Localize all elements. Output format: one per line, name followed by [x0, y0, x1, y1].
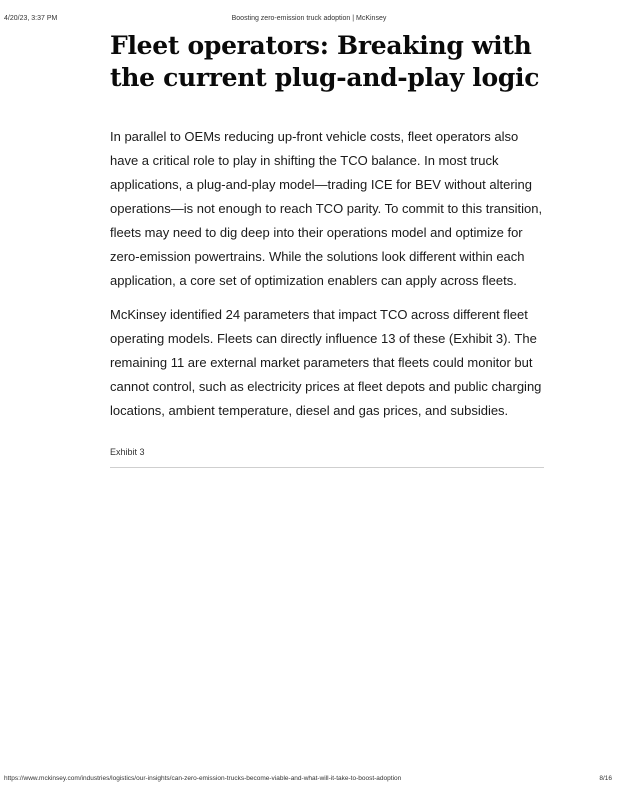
- exhibit-label: Exhibit 3: [110, 447, 145, 457]
- print-footer: [0, 775, 618, 785]
- paragraph-2: McKinsey identified 24 parameters that impact TCO across different fleet operating models. Fleets can directly influence 13 of these (Exhibit 3). The remaining 11 are external market parameters that fleets could monitor but cannot control, such as electricity prices at fleet depots and public charging locations, ambient temperature, diesel and gas prices, and subsidies.: [110, 307, 542, 418]
- article-body: [110, 30, 546, 468]
- page-number: 8/16: [599, 775, 612, 782]
- divider: [110, 467, 544, 468]
- print-timestamp: 4/20/23, 3:37 PM: [4, 15, 58, 22]
- print-page-title: Boosting zero-emission truck adoption | McKinsey: [231, 15, 387, 22]
- paragraph-1: In parallel to OEMs reducing up-front vehicle costs, fleet operators also have a critical role to play in shifting the TCO balance. In most truck applications, a plug-and-play model—trading ICE for BEV without altering operations—is not enough to reach TCO parity. To commit to this transition, fleets may need to dig deep into their operations model and optimize for zero-emission powertrains. While the solutions look different within each application, a core set of optimization enablers can apply across fleets.: [110, 129, 543, 288]
- print-url[interactable]: https://www.mckinsey.com/industries/logistics/our-insights/can-zero-emission-trucks-become-viable-and-what-will-it-take-to-boost-adoption: [4, 775, 402, 782]
- section-heading: Fleet operators: Breaking with the current plug-and-play logic: [110, 31, 540, 92]
- print-header: [0, 15, 618, 25]
